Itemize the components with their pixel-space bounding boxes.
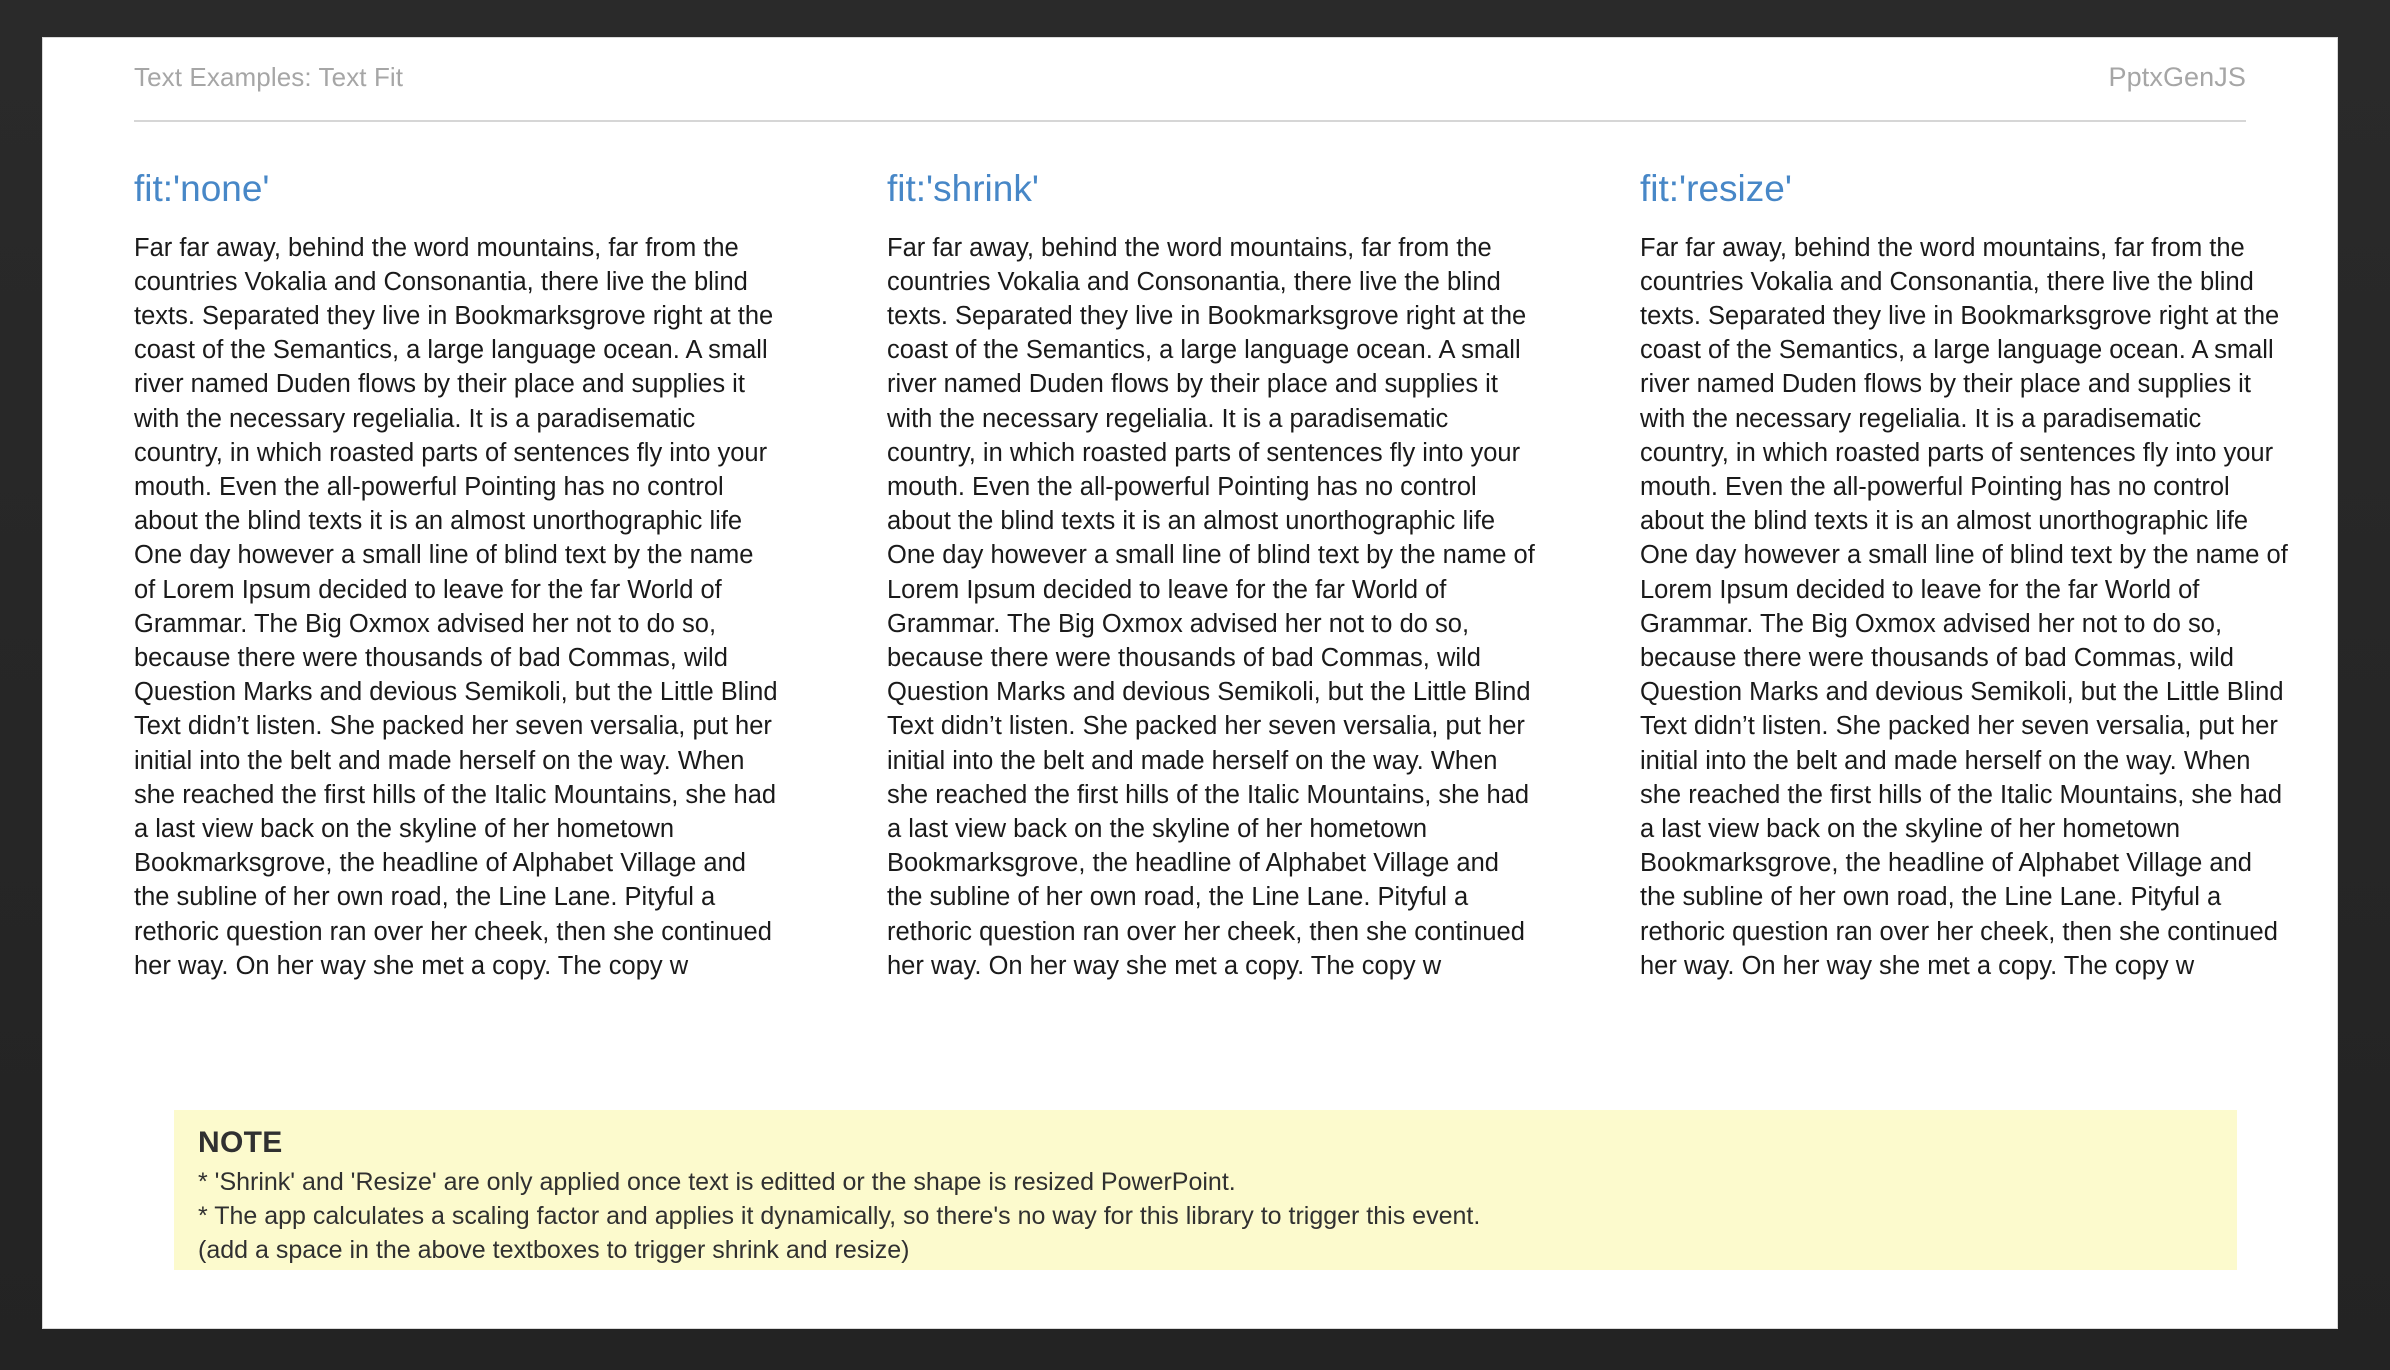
column-heading-resize: fit:'resize' bbox=[1640, 168, 1792, 209]
note-callout bbox=[174, 1110, 2237, 1270]
column-heading-shrink: fit:'shrink' bbox=[887, 168, 1039, 209]
textbox-fit-none[interactable]: Far far away, behind the word mountains, far from the countries Vokalia and Consonantia, there live the blind texts. Separated they live in Bookmarksgrove right at the coast of the Semantics, a large language ocean. A small river named Duden flows by their place and supplies it with the necessary regelialia. It is a paradisematic country, in which roasted parts of sentences fly into your mouth. Even the all-powerful Pointing has no control about the blind texts it is an almost unorthographic life One day however a small line of blind text by the name of Lorem Ipsum decided to leave for the far World of Grammar. The Big Oxmox advised her not to do so, because there were thousands of bad Commas, wild Question Marks and devious Semikoli, but the Little Blind Text didn’t listen. She packed her seven versalia, put her initial into the belt and made herself on the way. When she reached the first hills of the Italic Mountains, she had a last view back on the skyline of her hometown Bookmarksgrove, the headline of Alphabet Village and the subline of her own road, the Line Lane. Pityful a rethoric question ran over her cheek, then she continued her way. On her way she met a copy. The copy w bbox=[134, 233, 778, 980]
slide-header bbox=[134, 64, 2246, 122]
text-fit-column-resize bbox=[1640, 168, 2325, 983]
textbox-fit-resize[interactable]: Far far away, behind the word mountains, far from the countries Vokalia and Consonantia, there live the blind texts. Separated they live in Bookmarksgrove right at the coast of the Semantics, a large language ocean. A small river named Duden flows by their place and supplies it with the necessary regelialia. It is a paradisematic country, in which roasted parts of sentences fly into your mouth. Even the all-powerful Pointing has no control about the blind texts it is an almost unorthographic life One day however a small line of blind text by the name of Lorem Ipsum decided to leave for the far World of Grammar. The Big Oxmox advised her not to do so, because there were thousands of bad Commas, wild Question Marks and devious Semikoli, but the Little Blind Text didn’t listen. She packed her seven versalia, put her initial into the belt and made herself on the way. When she reached the first hills of the Italic Mountains, she had a last view back on the skyline of her hometown Bookmarksgrove, the headline of Alphabet Village and the subline of her own road, the Line Lane. Pityful a rethoric question ran over her cheek, then she continued her way. On her way she met a copy. The copy w bbox=[1640, 233, 2288, 980]
text-fit-column-shrink bbox=[887, 168, 1572, 983]
text-fit-columns bbox=[134, 168, 2334, 983]
brand-label: PptxGenJS bbox=[2108, 62, 2246, 92]
column-heading-none: fit:'none' bbox=[134, 168, 270, 209]
text-fit-column-none bbox=[134, 168, 819, 983]
note-line-3: (add a space in the above textboxes to trigger shrink and resize) bbox=[198, 1236, 910, 1264]
note-line-2: * The app calculates a scaling factor and applies it dynamically, so there's no way for this library to trigger this event. bbox=[198, 1202, 1481, 1230]
page-title: Text Examples: Text Fit bbox=[134, 62, 404, 92]
note-line-1: * 'Shrink' and 'Resize' are only applied once text is editted or the shape is resized PowerPoint. bbox=[198, 1168, 1236, 1196]
slide-canvas bbox=[43, 38, 2337, 1328]
note-title: NOTE bbox=[198, 1126, 283, 1159]
textbox-fit-shrink[interactable]: Far far away, behind the word mountains, far from the countries Vokalia and Consonantia, there live the blind texts. Separated they live in Bookmarksgrove right at the coast of the Semantics, a large language ocean. A small river named Duden flows by their place and supplies it with the necessary regelialia. It is a paradisematic country, in which roasted parts of sentences fly into your mouth. Even the all-powerful Pointing has no control about the blind texts it is an almost unorthographic life One day however a small line of blind text by the name of Lorem Ipsum decided to leave for the far World of Grammar. The Big Oxmox advised her not to do so, because there were thousands of bad Commas, wild Question Marks and devious Semikoli, but the Little Blind Text didn’t listen. She packed her seven versalia, put her initial into the belt and made herself on the way. When she reached the first hills of the Italic Mountains, she had a last view back on the skyline of her hometown Bookmarksgrove, the headline of Alphabet Village and the subline of her own road, the Line Lane. Pityful a rethoric question ran over her cheek, then she continued her way. On her way she met a copy. The copy w bbox=[887, 233, 1535, 980]
